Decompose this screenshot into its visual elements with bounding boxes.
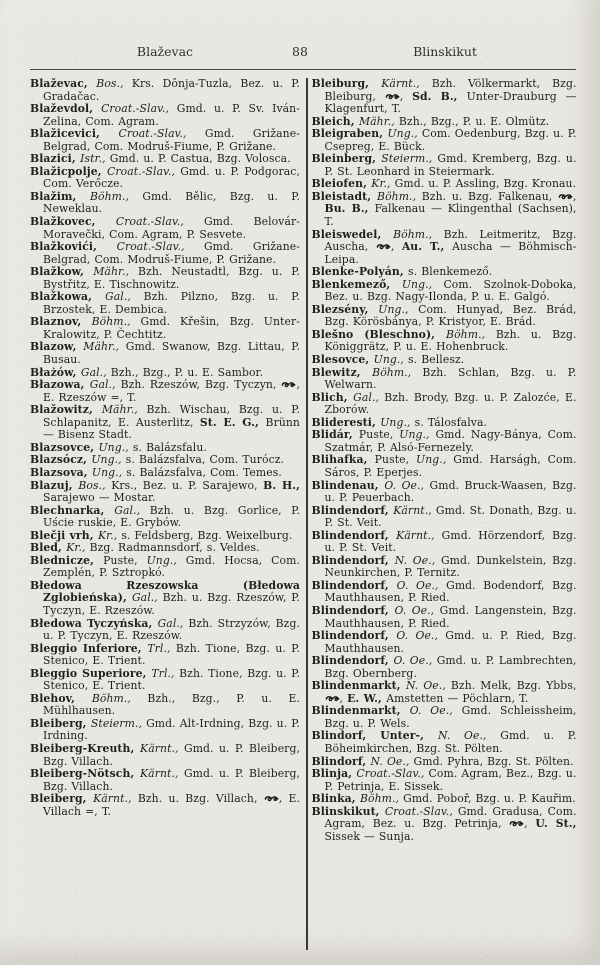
entry-railway-abbrev: Bu. B., <box>324 202 375 216</box>
posthorn-icon <box>264 795 279 802</box>
entry-region-label: Croat.-Slav., <box>118 127 205 141</box>
entry-headword: Bleggio Inferiore, <box>30 641 148 655</box>
entry-text: Gmd. u. P. Podgorac, Com. Verőcze. <box>43 164 300 191</box>
entry-text: Bzh. Strzyzów, Bzg. u. P. Tyczyn, E. Rzeszów. <box>43 616 300 643</box>
entry <box>312 429 577 454</box>
entry-text: Gmd. Langenstein, Bzg. Mauthhausen, P. Ried. <box>324 603 577 630</box>
entry-text: Auscha — Böhmisch-Leipa. <box>324 240 577 266</box>
entry-region-label: Ung., <box>91 465 127 479</box>
entry-headword: Blečji vrh, <box>30 528 98 542</box>
entry <box>30 241 300 266</box>
entry <box>312 128 577 153</box>
entry-headword: Blazow, <box>30 340 84 354</box>
entry-headword: Blažkovići, <box>30 240 117 254</box>
entry-text: s. Balázsfalva, Com. Temes. <box>126 465 282 479</box>
entry-headword: Bleigraben, <box>311 127 388 141</box>
entry-text: Gmd. Harságh, Com. Sáros, P. Eperjes. <box>324 453 577 479</box>
entry-headword: Błedowa Rzeszowska (Błedowa Zglobieńska), <box>30 578 300 605</box>
entry-text: Bzh. Rzeszów, Bzg. Tyczyn, <box>120 378 282 392</box>
entry-text: Gmd. Alt-Irdning, Bzg. u. P. Irdning. <box>43 716 300 743</box>
entry-text: Gmd. Hocsa, Com. Zemplén, P. Sztropkó. <box>43 553 300 580</box>
entry-headword: Bleiofen, <box>311 177 372 191</box>
entry-text: , <box>572 189 577 203</box>
entry-text: , E. Rzeszów =, T. <box>43 378 300 404</box>
entry-headword: Blindenau, <box>311 478 385 492</box>
entry-region-label: O. Oe., <box>393 654 437 668</box>
entry-region-label: O. Oe., <box>396 578 447 592</box>
entry-headword: Bleiberg, <box>30 716 91 730</box>
entry-text: Amstetten — Pöchlarn, T. <box>386 691 529 705</box>
column-divider-rule <box>306 78 308 950</box>
entry-headword: Blezsény, <box>311 302 379 316</box>
entry-headword: Blinskikut, <box>311 804 385 818</box>
entry-region-label: Croat.-Slav., <box>115 215 204 229</box>
entry-region-label: Bos., <box>96 78 132 90</box>
entry-text: Gmd. Nagy-Bánya, Com. Szatmár, P. Alsó-Fernezely. <box>324 428 577 454</box>
entry-railway-abbrev: E. W., <box>347 691 387 705</box>
entry-region-label: Kr., <box>97 528 122 542</box>
page-number: 88 <box>292 44 308 59</box>
entry-text: Puste, <box>374 453 417 467</box>
entry-region-label: O. Oe., <box>394 603 440 617</box>
entry-text: Gmd. Grižane-Belgrad, Com. Modruš-Fiume, P. Grižane. <box>43 240 300 266</box>
posthorn-icon <box>281 381 296 388</box>
posthorn-icon <box>558 193 573 200</box>
entry <box>30 166 300 191</box>
entry <box>30 580 300 618</box>
entry-text: Bzh. Tione, Bzg. u. P. Stenico, E. Trient. <box>43 641 300 668</box>
entry-text: Com. Oedenburg, Bzg. u. P. Csepreg, E. Bück. <box>324 127 577 153</box>
header-first-entry-keyword: Blaževac <box>136 44 194 59</box>
entry <box>30 718 300 743</box>
entry-region-label: Gal., <box>353 390 385 404</box>
entry-railway-abbrev: Au. T., <box>401 240 453 254</box>
entry <box>312 605 577 630</box>
entry-text: Bzh. Neustadtl, Bzg. u. P. Bystřitz, E. Tischnowitz. <box>43 265 300 291</box>
text-columns <box>30 78 578 958</box>
entry-headword: Blažkovec, <box>30 215 116 229</box>
entry-text: Gmd. u. P. Bleiberg, Bzg. Villach. <box>43 767 300 793</box>
entry-region-label: Croat.-Slav., <box>116 240 204 254</box>
entry-text: , <box>339 691 348 705</box>
entry-text: Gmd. u. P. Bleiberg, Bzg. Villach. <box>43 741 300 768</box>
entry-text: Bzh. Leitmeritz, Bzg. Auscha, <box>324 227 577 254</box>
entry <box>312 392 577 417</box>
entry-region-label: Croat.-Slav., <box>101 102 177 116</box>
entry-region-label: Ung., <box>399 428 436 442</box>
entry-headword: Blindendorf, <box>311 553 395 567</box>
entry-region-label: O. Oe., <box>396 629 446 643</box>
header-last-entry-keyword: Blinskikut <box>413 44 477 59</box>
entry-text: Gmd. Belovár-Moravečki, Com. Agram, P. Sesvete. <box>43 215 300 241</box>
entry <box>30 128 300 153</box>
entry-text: Bzh. Pilzno, Bzg. u. P. Brzostek, E. Dembica. <box>43 290 300 316</box>
right-column <box>312 78 577 958</box>
entry-headword: Blehov, <box>30 691 92 705</box>
entry <box>312 505 577 530</box>
entry-headword: Blechnarka, <box>30 503 115 517</box>
entry-region-label: Ung., <box>387 127 422 141</box>
entry-text: , <box>524 817 536 831</box>
entry-text: Falkenau — Klingenthal (Sachsen), T. <box>324 202 577 229</box>
entry-region-label: Ung., <box>146 553 186 567</box>
entry-text: Gmd. Poboř, Bzg. u. P. Kauřim. <box>403 792 576 806</box>
entry-text: Bzh. Völkermarkt, Bzg. Bleiburg, <box>324 78 577 103</box>
entry-region-label: Ung., <box>98 440 133 454</box>
entry-headword: Blazsova, <box>30 465 92 479</box>
entry-text: Bzh. u. Bzg. Villach, <box>137 792 264 806</box>
entry-text: Brünn — Bisenz Stadt. <box>43 415 300 442</box>
entry-text: Bzh., Bzg., P. u. E. Sambor. <box>110 365 264 379</box>
entry-region-label: Kr., <box>66 541 90 555</box>
entry <box>312 153 577 178</box>
entry-text: Gmd. u. P. Assling, Bzg. Kronau. <box>394 177 577 191</box>
entry <box>312 78 577 116</box>
entry-region-label: Mähr., <box>358 114 399 128</box>
entry <box>30 743 300 768</box>
entry-region-label: Ung., <box>378 302 419 316</box>
entry-region-label: Gal., <box>131 591 163 605</box>
entry-region-label: Gal., <box>114 503 150 517</box>
entry-region-label: Böhm., <box>91 315 141 329</box>
entry-text: s. Bellesz. <box>408 353 465 367</box>
entry-region-label: Böhm., <box>372 365 423 379</box>
entry-headword: Blewitz, <box>311 365 373 379</box>
entry <box>30 768 300 793</box>
entry-region-label: Gal., <box>105 290 144 304</box>
entry-text: Puste, <box>103 553 147 567</box>
entry-text: Com. Hunyad, Bez. Brád, Bzg. Körösbánya, P. Kristyor, E. Brád. <box>324 302 577 329</box>
entry-railway-abbrev: St. E. G., <box>199 415 266 429</box>
entry-headword: Bleiberg, <box>30 792 94 806</box>
entry-headword: Blešno (Bleschno), <box>311 327 447 341</box>
entry-text: Gmd. Grižane-Belgrad, Com. Modruš-Fiume, P. Grižane. <box>43 127 300 153</box>
entry-region-label: Böhm., <box>89 189 143 203</box>
entry <box>312 304 577 329</box>
entry <box>30 316 300 341</box>
entry <box>30 379 300 404</box>
entry-region-label: Mähr., <box>93 265 139 279</box>
entry-headword: Blazuj, <box>30 478 79 492</box>
entry-region-label: Steierm., <box>90 716 147 730</box>
entry-text: , <box>390 240 402 254</box>
entry <box>30 480 300 505</box>
entry-headword: Bled, <box>30 541 67 555</box>
entry-region-label: Croat.-Slav., <box>107 164 181 178</box>
entry <box>312 191 577 229</box>
entry-text: Gmd. u. P. Lambrechten, Bzg. Obernberg. <box>324 654 577 680</box>
entry <box>312 705 577 730</box>
entry-region-label: Trl., <box>147 641 176 655</box>
running-header <box>0 44 600 60</box>
entry-headword: Blednicze, <box>30 553 104 567</box>
left-column <box>30 78 300 958</box>
entry-headword: Blazsócz, <box>30 453 92 467</box>
entry-headword: Blazsovce, <box>30 440 99 454</box>
entry-headword: Blenkemező, <box>311 277 402 291</box>
entry-text: Bzh., Bzg., P. u. E. Olmütz. <box>398 114 550 128</box>
entry <box>312 730 577 755</box>
entry-region-label: Kr., <box>371 177 395 191</box>
entry-region-label: Böhm., <box>377 189 422 203</box>
entry-headword: Blindendorf, <box>311 629 397 643</box>
entry-text: Bzh. u. Bzg. Rzeszów, P. Tyczyn, E. Rzeszów. <box>43 591 300 617</box>
entry-text: Bzh., Bzg., P. u. E. Mühlhausen. <box>43 691 300 718</box>
entry <box>30 693 300 718</box>
entry-headword: Bleiburg, <box>311 78 382 90</box>
entry-headword: Bleinberg, <box>311 152 382 166</box>
entry <box>30 404 300 442</box>
entry-text: Gmd. u. P. Ried, Bzg. Mauthhausen. <box>324 629 577 655</box>
posthorn-icon <box>376 243 391 250</box>
entry-headword: Blaževac, <box>30 78 97 90</box>
entry-region-label: N. Oe., <box>437 729 501 743</box>
posthorn-icon <box>385 93 400 100</box>
entry-headword: Blihafka, <box>311 453 375 467</box>
entry-headword: Blidár, <box>311 428 359 442</box>
entry-headword: Bleiberg-Nötsch, <box>30 767 140 781</box>
entry-region-label: Böhm., <box>393 227 444 241</box>
entry-region-label: Gal., <box>157 616 189 630</box>
entry-headword: Blažicevici, <box>30 127 119 141</box>
entry-region-label: Bos., <box>78 478 112 492</box>
entry-headword: Bleich, <box>311 114 359 128</box>
entry-text: Sarajewo — Mostar. <box>43 491 156 505</box>
entry-region-label: Mähr., <box>101 403 147 417</box>
entry-text: Bzh. u. Bzg. Falkenau, <box>421 189 558 203</box>
entry-text: s. Feldsberg, Bzg. Weixelburg. <box>121 528 293 542</box>
entry <box>312 367 577 392</box>
entry-headword: Blinka, <box>311 792 360 806</box>
posthorn-icon <box>325 695 340 702</box>
entry <box>30 216 300 241</box>
entry-text: s. Balázsfalu. <box>132 440 207 454</box>
entry-headword: Blindendorf, <box>311 654 394 668</box>
entry-text: Unter-Drauburg — Klagenfurt, T. <box>324 89 577 116</box>
entry-text: Gmd. u. P. Böheimkirchen, Bzg. St. Pölten. <box>324 729 577 755</box>
entry-headword: Blaznov, <box>30 315 92 329</box>
entry <box>30 793 300 818</box>
entry <box>312 454 577 479</box>
entry-headword: Błedowa Tyczyńska, <box>30 616 158 630</box>
entry-region-label: O. Oe., <box>409 704 462 718</box>
entry <box>312 680 577 705</box>
entry-text: s. Blenkemező. <box>408 265 493 279</box>
entry-text: s. Balázsfalva, Com. Turócz. <box>125 453 285 467</box>
entry-region-label: Kärnt., <box>140 741 184 755</box>
entry <box>312 480 577 505</box>
entry-text: Gmd. Kremberg, Bzg. u. P. St. Leonhard in Steiermark. <box>324 152 577 178</box>
entry-headword: Blindenmarkt, <box>311 679 406 693</box>
entry-text: Bzh. Wischau, Bzg. u. P. Schlapanitz, E. Austerlitz, <box>43 403 300 429</box>
entry-headword: Blažkowa, <box>30 290 106 304</box>
entry-region-label: Croat.-Slav., <box>356 767 429 781</box>
entry-headword: Blažkow, <box>30 265 94 279</box>
entry <box>312 630 577 655</box>
entry-region-label: Ung., <box>401 277 444 291</box>
entry <box>312 279 577 304</box>
entry-region-label: O. Oe., <box>384 478 430 492</box>
entry-railway-abbrev: B. H., <box>263 478 300 492</box>
entry-text: Gmd. Gradusa, Com. Agram, Bez. u. Bzg. Petrinja, <box>324 804 577 831</box>
entry-headword: Blesovce, <box>311 353 374 367</box>
entry-text: s. Tálosfalva. <box>414 415 488 429</box>
entry-text: Com. Agram, Bez., Bzg. u. P. Petrinja, E. Sissek. <box>324 767 577 793</box>
entry-region-label: Gal., <box>89 378 121 392</box>
entry-region-label: N. Oe., <box>394 553 441 567</box>
entry-text: Bzh. u. Bzg. Gorlice, P. Uście ruskie, E. Grybów. <box>43 503 300 530</box>
entry <box>312 555 577 580</box>
entry-text: Bzg. Radmannsdorf, s. Veldes. <box>89 541 260 555</box>
entry-text: Gmd. Hörzendorf, Bzg. u. P. St. Veit. <box>324 528 577 555</box>
entry-region-label: Kärnt., <box>396 528 442 542</box>
entry <box>312 806 577 844</box>
entry <box>312 580 577 605</box>
entry <box>312 530 577 555</box>
entry-text: Com. Szolnok-Doboka, Bez. u. Bzg. Nagy-Ilonda, P. u. E. Galgó. <box>324 277 577 304</box>
entry-text: Gmd. u. P. Castua, Bzg. Volosca. <box>109 152 291 166</box>
entry-headword: Blinja, <box>311 767 357 781</box>
entry-headword: Bleiberg-Kreuth, <box>30 741 141 755</box>
entry-headword: Blažim, <box>30 189 90 203</box>
entry-text: Gmd. Pyhra, Bzg. St. Pölten. <box>413 754 574 768</box>
entry-text: Gmd. Swanow, Bzg. Littau, P. Busau. <box>43 340 300 367</box>
entry-text: Gmd. Schleissheim, Bzg. u. P. Wels. <box>324 704 577 730</box>
entry-region-label: Böhm., <box>91 691 148 705</box>
entry-headword: Blich, <box>311 390 354 404</box>
entry-text: Gmd. Bělic, Bzg. u. P. Neweklau. <box>43 189 300 216</box>
entry-headword: Blindendorf, <box>311 528 397 542</box>
entry-region-label: N. Oe., <box>405 679 451 693</box>
entry-railway-abbrev: U. St., <box>535 817 577 831</box>
entry-text: Puste, <box>358 428 400 442</box>
entry-region-label: Böhm., <box>446 327 496 341</box>
entry-region-label: Böhm., <box>359 792 404 806</box>
entry-region-label: Ung., <box>416 453 454 467</box>
entry-headword: Blindendorf, <box>311 603 395 617</box>
entry-text: , E. Villach =, T. <box>43 792 300 818</box>
entry-text: , <box>399 89 413 103</box>
entry-region-label: Gal., <box>80 365 111 379</box>
entry-headword: Blindendorf, <box>311 578 397 592</box>
entry-text: Gmd. Bodendorf, Bzg. Mauthhausen, P. Ried. <box>324 578 577 605</box>
entry-region-label: Trl., <box>151 666 180 680</box>
entry-headword: Blindendorf, <box>311 503 394 517</box>
entry <box>30 341 300 366</box>
entry-headword: Blindorf, <box>311 754 371 768</box>
entry-region-label: Steierm., <box>381 152 438 166</box>
entry-text: Krs. Dônja-Tuzla, Bez. u. P. Gradačac. <box>43 78 300 103</box>
entry-region-label: Croat.-Slav., <box>384 804 458 818</box>
entry <box>30 555 300 580</box>
entry-headword: Blažicpolje, <box>30 164 108 178</box>
entry-headword: Blideresti, <box>311 415 381 429</box>
entry <box>30 191 300 216</box>
entry-text: Gmd. Křešin, Bzg. Unter-Kralowitz, P. Čechtitz. <box>43 315 300 341</box>
entry-text: Bzh. Tione, Bzg. u. P. Stenico, E. Trient. <box>43 666 300 693</box>
entry-text: Krs., Bez. u. P. Sarajewo, <box>111 478 264 492</box>
entry-text: Bzh. Brody, Bzg. u. P. Zalozće, E. Zborów. <box>324 390 577 417</box>
entry <box>30 668 300 693</box>
posthorn-icon <box>509 820 524 827</box>
entry <box>312 768 577 793</box>
entry-region-label: N. Oe., <box>370 754 414 768</box>
entry-text: Gmd. Dunkelstein, Bzg. Neunkirchen, P. Ternitz. <box>324 553 577 580</box>
entry-headword: Bleistadt, <box>311 189 378 203</box>
entry <box>30 643 300 668</box>
entry-headword: Blazici, <box>30 152 81 166</box>
entry <box>30 618 300 643</box>
entry-text: Bzh. u. Bzg. Königgrätz, P. u. E. Hohenbruck. <box>324 327 577 354</box>
entry-region-label: Kärnt., <box>93 792 138 806</box>
entry <box>312 229 577 267</box>
entry-region-label: Ung., <box>373 353 408 367</box>
entry <box>30 78 300 103</box>
entry-region-label: Ung., <box>380 415 415 429</box>
entry <box>30 291 300 316</box>
entry <box>30 266 300 291</box>
entry-text: Gmd. Bruck-Waasen, Bzg. u. P. Peuerbach. <box>324 478 577 505</box>
header-rule <box>30 69 576 70</box>
entry-text: Bzh. Schlan, Bzg. u. P. Welwarn. <box>324 365 577 392</box>
entry-headword: Bleggio Superiore, <box>30 666 152 680</box>
entry-region-label: Istr., <box>80 152 110 166</box>
entry-region-label: Mähr., <box>83 340 126 354</box>
entry-region-label: Kärnt., <box>381 78 432 90</box>
entry-region-label: Kärnt., <box>393 503 436 517</box>
entry-text: Gmd. u. P. Sv. Iván-Zelina, Com. Agram. <box>43 102 300 128</box>
entry-text: Bzh. Melk, Bzg. Ybbs, <box>450 679 577 693</box>
entry <box>312 329 577 354</box>
entry-headword: Blenke-Polyán, <box>311 265 409 279</box>
entry-headword: Błazowa, <box>30 378 90 392</box>
entry-region-label: Ung., <box>91 453 126 467</box>
entry-headword: Błażów, <box>30 365 81 379</box>
entry <box>312 655 577 680</box>
entry <box>30 103 300 128</box>
entry-headword: Blaževdol, <box>30 102 102 116</box>
entry-headword: Blindenmarkt, <box>311 704 410 718</box>
entry-headword: Blindorf, Unter-, <box>311 729 438 743</box>
entry-headword: Blažowitz, <box>30 403 102 417</box>
entry-text: Gmd. St. Donath, Bzg. u. P. St. Veit. <box>324 503 577 530</box>
entry-text: Sissek — Sunja. <box>324 829 415 843</box>
entry-headword: Bleiswedel, <box>311 227 394 241</box>
entry-region-label: Kärnt., <box>140 767 184 781</box>
entry <box>30 505 300 530</box>
entry-railway-abbrev: Sd. B., <box>412 89 467 103</box>
